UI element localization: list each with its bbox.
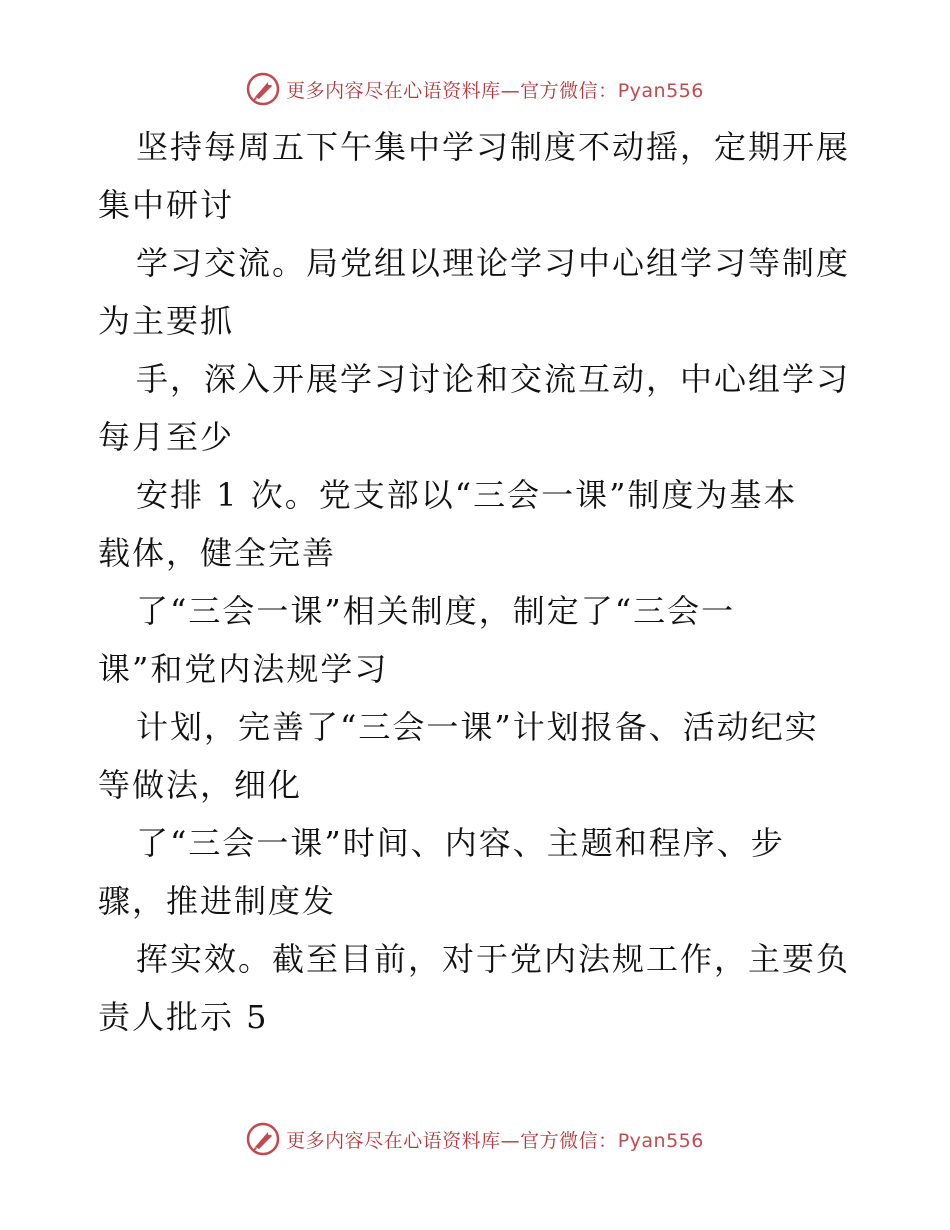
body-line: 安排 1 次。党支部以“三会一课”制度为基本: [136, 476, 798, 514]
body-line: 课”和党内法规学习: [98, 650, 389, 688]
banner-site-text: 更多内容尽在心语资料库: [286, 1129, 501, 1152]
document-body: [98, 118, 878, 1046]
header-banner: [0, 72, 950, 106]
banner-contact-label: 官方微信：: [520, 79, 618, 102]
body-line: 载体，健全完善: [98, 534, 337, 572]
banner-contact-handle: Pyan556: [617, 1129, 704, 1152]
body-line: 骤，推进制度发: [98, 882, 337, 920]
body-line: 了“三会一课”相关制度，制定了“三会一: [136, 592, 736, 630]
banner-separator: —: [500, 1129, 521, 1152]
pen-nib-logo-icon: [246, 72, 280, 106]
banner-text: [286, 1126, 704, 1153]
body-line: 为主要抓: [98, 302, 235, 340]
banner-contact-handle: Pyan556: [617, 79, 704, 102]
body-line: 坚持每周五下午集中学习制度不动摇，定期开展: [136, 128, 851, 166]
pen-nib-logo-icon: [246, 1122, 280, 1156]
body-line: 等做法，细化: [98, 766, 303, 804]
footer-banner: [0, 1122, 950, 1156]
body-line: 集中研讨: [98, 186, 235, 224]
body-line: 学习交流。局党组以理论学习中心组学习等制度: [136, 244, 851, 282]
banner-text: [286, 76, 704, 103]
body-line: 手，深入开展学习讨论和交流互动，中心组学习: [136, 360, 851, 398]
body-line: 挥实效。截至目前，对于党内法规工作，主要负: [136, 940, 851, 978]
banner-contact-label: 官方微信：: [520, 1129, 618, 1152]
body-line: 责人批示 5: [98, 998, 269, 1036]
body-line: 每月至少: [98, 418, 235, 456]
body-line: 了“三会一课”时间、内容、主题和程序、步: [136, 824, 785, 862]
banner-separator: —: [500, 79, 521, 102]
body-line: 计划，完善了“三会一课”计划报备、活动纪实: [136, 708, 819, 746]
banner-site-text: 更多内容尽在心语资料库: [286, 79, 501, 102]
